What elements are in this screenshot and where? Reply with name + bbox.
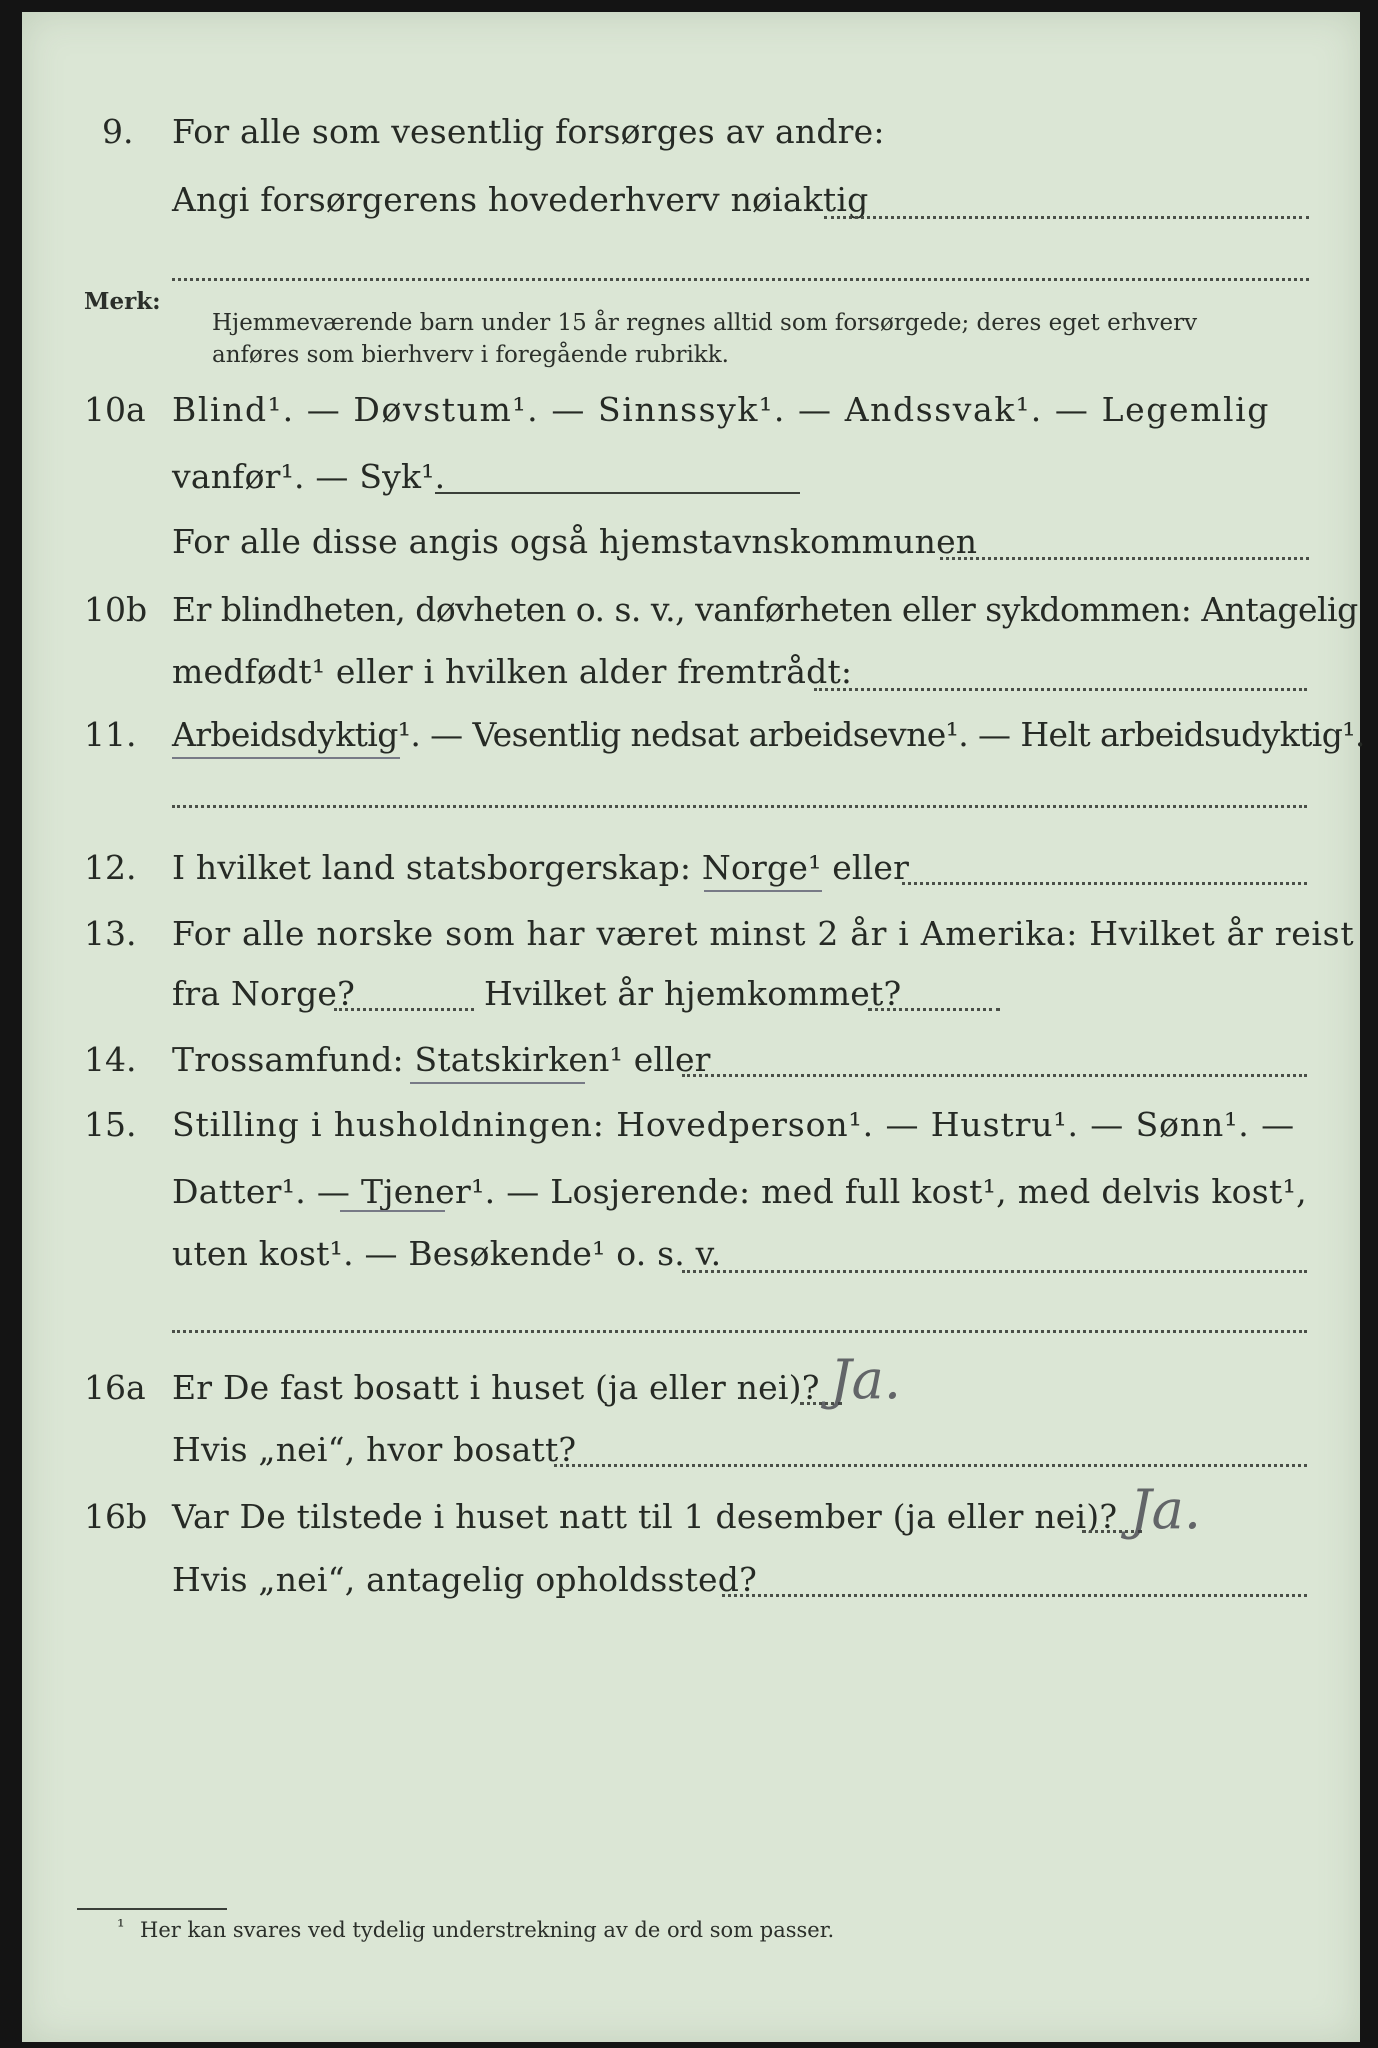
q13-reist-line[interactable] — [334, 1008, 474, 1011]
q10b-question-2: medfødt¹ eller i hvilken alder fremtrådt: — [172, 652, 853, 691]
q11-underline-mark — [172, 757, 400, 759]
merk-note-line1: Hjemmeværende barn under 15 år regnes alltid som forsørgede; deres eget erhverv — [212, 310, 1198, 336]
q16b-number: 16b — [84, 1497, 148, 1536]
q16b-subquestion: Hvis „nei“, antagelig opholdssted? — [172, 1560, 757, 1599]
q10a-hjemstavn-line[interactable] — [940, 557, 1309, 560]
q16a-subquestion: Hvis „nei“, hvor bosatt? — [172, 1430, 577, 1469]
q10b-number: 10b — [84, 590, 148, 629]
q16b-opholdssted-line[interactable] — [722, 1594, 1307, 1597]
q13-reist-label: fra Norge? — [172, 974, 356, 1013]
q16a-handwritten-answer: Ja. — [830, 1348, 902, 1411]
q14-statskirken-underline — [410, 1082, 585, 1084]
footnote-mark: ¹ — [117, 1916, 125, 1938]
q11-answer-line[interactable] — [172, 805, 1307, 808]
q16b-handwritten-answer: Ja. — [1130, 1478, 1202, 1541]
q16b-question: Var De tilstede i huset natt til 1 desember (ja eller nei)? — [172, 1497, 1118, 1536]
q9-subquestion: Angi forsørgerens hovederhverv nøiaktig — [172, 180, 869, 219]
q15-answer-line[interactable] — [682, 1270, 1307, 1273]
q12-norge-underline — [704, 890, 822, 892]
q10b-question: Er blindheten, døvheten o. s. v., vanførheten eller sykdommen: Antagelig — [172, 590, 1358, 629]
q15-options: Stilling i husholdningen: Hovedperson¹. — Hustru¹. — Sønn¹. — — [172, 1105, 1295, 1144]
q14-answer-line[interactable] — [682, 1074, 1307, 1077]
q10a-options-2: vanfør¹. — Syk¹. — [172, 457, 446, 496]
q16a-question: Er De fast bosatt i huset (ja eller nei)? — [172, 1368, 820, 1407]
q10b-answer-line[interactable] — [814, 688, 1307, 691]
q16a-bosatt-line[interactable] — [554, 1464, 1307, 1467]
q15-number: 15. — [84, 1105, 137, 1144]
q15-answer-line-2[interactable] — [172, 1330, 1307, 1333]
q9-answer-line-2[interactable] — [172, 278, 1309, 281]
q13-hjemkommet-line[interactable] — [868, 1008, 1000, 1011]
q12-number: 12. — [84, 848, 137, 887]
q12-question: I hvilket land statsborgerskap: Norge¹ eller — [172, 848, 910, 887]
q12-answer-line[interactable] — [902, 882, 1307, 885]
q10a-number: 10a — [84, 390, 146, 429]
q10a-hjemstavn: For alle disse angis også hjemstavnskommunen — [172, 522, 978, 561]
census-form-page — [22, 12, 1365, 2042]
q13-question: For alle norske som har været minst 2 år i Amerika: Hvilket år reist — [172, 914, 1355, 953]
q15-options-2: Datter¹. — Tjener¹. — Losjerende: med full kost¹, med delvis kost¹, — [172, 1172, 1307, 1211]
footnote-text: Her kan svares ved tydelig understrekning av de ord som passer. — [140, 1918, 835, 1942]
q9-question: For alle som vesentlig forsørges av andre: — [172, 112, 885, 151]
q14-number: 14. — [84, 1040, 137, 1079]
q15-options-3: uten kost¹. — Besøkende¹ o. s. v. — [172, 1234, 722, 1273]
q11-options: Arbeidsdyktig¹. — Vesentlig nedsat arbeidsevne¹. — Helt arbeidsudyktig¹. — [172, 715, 1365, 754]
q10a-options: Blind¹. — Døvstum¹. — Sinnssyk¹. — Andssvak¹. — Legemlig — [172, 390, 1271, 429]
q9-number: 9. — [102, 112, 134, 151]
q11-number: 11. — [84, 715, 137, 754]
q14-question: Trossamfund: Statskirken¹ eller — [172, 1040, 711, 1079]
merk-note-line2: anføres som bierhverv i foregående rubrikk. — [212, 342, 729, 368]
q13-number: 13. — [84, 914, 137, 953]
q13-hjemkommet-label: Hvilket år hjemkommet? — [484, 974, 902, 1013]
q9-answer-line[interactable] — [824, 216, 1309, 219]
q16a-number: 16a — [84, 1368, 146, 1407]
q15-tjener-underline — [340, 1210, 445, 1212]
footnote-separator — [77, 1908, 227, 1910]
q10a-syk-line[interactable] — [435, 492, 800, 494]
merk-label: Merk: — [84, 288, 161, 315]
